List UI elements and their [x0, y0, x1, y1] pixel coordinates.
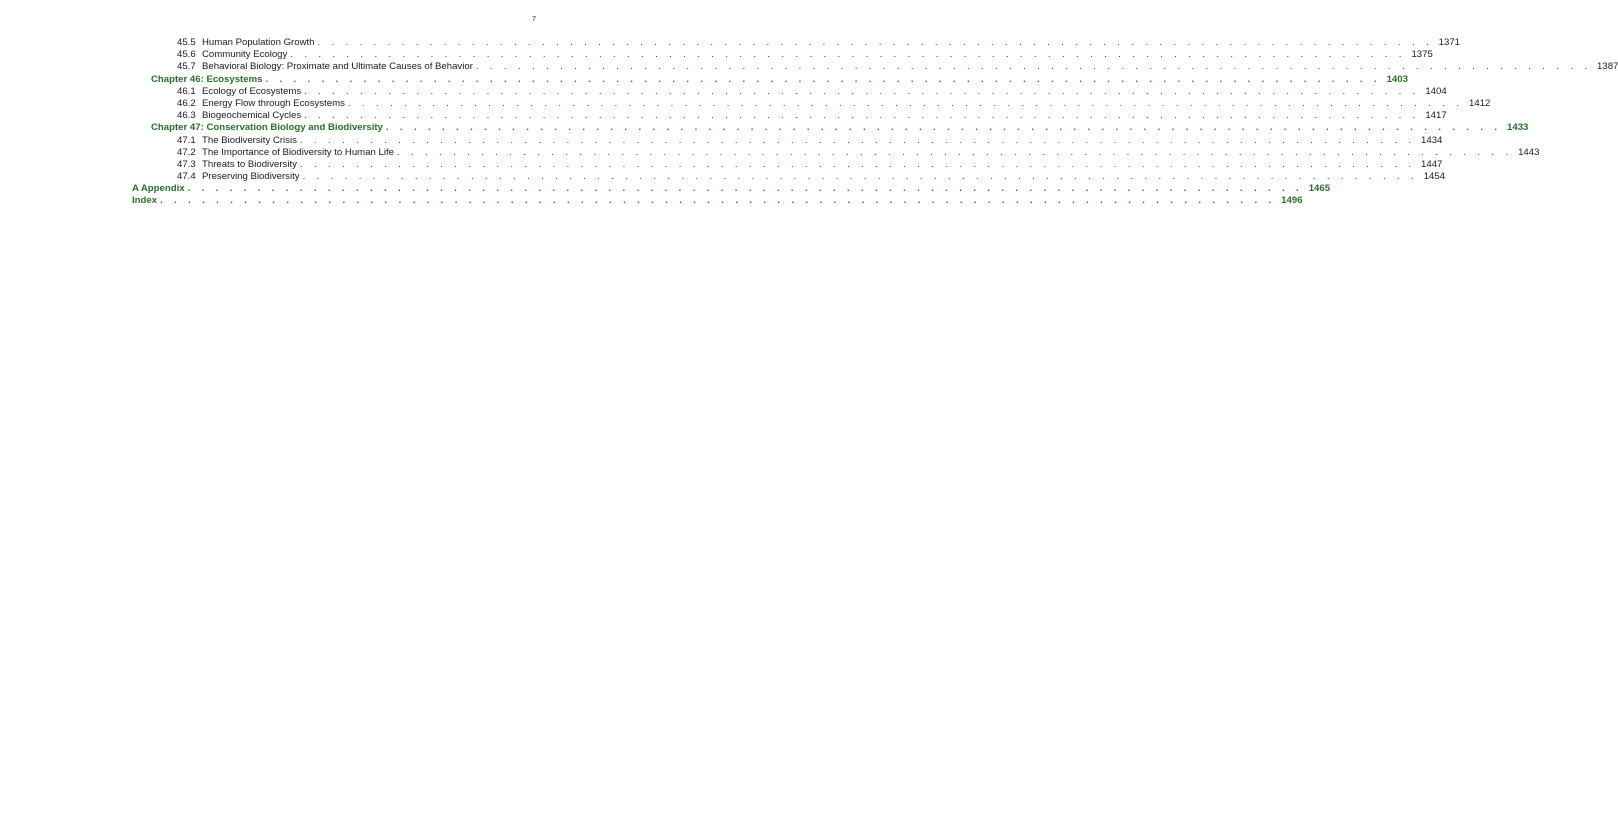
toc-section-number: 46.3	[177, 110, 196, 122]
toc-page-number: 1443	[1518, 146, 1540, 158]
toc-entry-title: Community Ecology	[202, 49, 288, 61]
toc-section-entry[interactable]	[132, 134, 1443, 147]
dot-leader: . . . . . . . . . . . . . . . . . . . . . . . . . . . . . . . . . . . . . . . . . . . . . . . . . . . . . . . . . . . . . . . . . . . . . . . . . . . . . . . .	[317, 37, 1433, 48]
toc-page-number: 1434	[1421, 134, 1443, 146]
toc-section-number: 47.2	[177, 146, 196, 158]
dot-leader: . . . . . . . . . . . . . . . . . . . . . . . . . . . . . . . . . . . . . . . . . . . . . . . . . . . . . . . . . . . . . . . . . . . . . . . . . . . . . . . .	[187, 183, 1304, 195]
toc-page-number: 1371	[1438, 37, 1460, 48]
toc-entry-title: Chapter 47: Conservation Biology and Biodiversity	[151, 122, 383, 134]
toc-page-number: 1404	[1425, 85, 1447, 97]
toc-entry-title: Index	[132, 195, 158, 207]
dot-leader: . . . . . . . . . . . . . . . . . . . . . . . . . . . . . . . . . . . . . . . . . . . . . . . . . . . . . . . . . . . . . . . . . . . . . . . . . . . . . . . .	[299, 134, 1416, 146]
dot-leader: . . . . . . . . . . . . . . . . . . . . . . . . . . . . . . . . . . . . . . . . . . . . . . . . . . . . . . . . . . . . . . . . . . . . . . . . . . . . . . . .	[302, 171, 1419, 183]
toc-entry-title: Biogeochemical Cycles	[202, 110, 302, 122]
toc-part-entry[interactable]	[132, 183, 1331, 195]
toc-section-number: 47.1	[177, 134, 196, 146]
toc-section-entry[interactable]	[132, 37, 1460, 49]
dot-leader: . . . . . . . . . . . . . . . . . . . . . . . . . . . . . . . . . . . . . . . . . . . . . . . . . . . . . . . . . . . . . . . . . . . . . . . . . . . . . . . .	[304, 85, 1420, 97]
dot-leader: . . . . . . . . . . . . . . . . . . . . . . . . . . . . . . . . . . . . . . . . . . . . . . . . . . . . . . . . . . . . . . . . . . . . . . . . . . . . . . . .	[396, 146, 1513, 158]
toc-entry-title: Preserving Biodiversity	[202, 171, 300, 183]
toc-section-entry[interactable]	[132, 158, 1443, 171]
toc-page-number: 1387	[1597, 61, 1618, 73]
dot-leader: . . . . . . . . . . . . . . . . . . . . . . . . . . . . . . . . . . . . . . . . . . . . . . . . . . . . . . . . . . . . . . . . . . . . . . . . . . . . . . . .	[475, 61, 1592, 73]
dot-leader: . . . . . . . . . . . . . . . . . . . . . . . . . . . . . . . . . . . . . . . . . . . . . . . . . . . . . . . . . . . . . . . . . . . . . . . . . . . . . . . .	[160, 195, 1276, 207]
toc-page-number: 1454	[1423, 171, 1446, 183]
toc-section-number: 46.2	[177, 97, 196, 109]
toc-entry-title: Threats to Biodiversity	[202, 158, 297, 170]
toc-page-number: 1375	[1411, 49, 1433, 61]
page-number: 7	[531, 14, 536, 23]
toc-page-number: 1403	[1386, 73, 1408, 85]
toc-section-number: 45.6	[177, 49, 196, 61]
toc-section-number: 47.4	[177, 171, 196, 183]
toc-section-entry[interactable]	[132, 97, 1491, 110]
toc-section-entry[interactable]	[132, 171, 1446, 183]
toc-page-number: 1496	[1281, 195, 1303, 207]
toc-entry-title: A Appendix	[132, 183, 185, 195]
toc-page-number: 1447	[1421, 158, 1443, 170]
toc-section-number: 46.1	[177, 85, 196, 97]
dot-leader: . . . . . . . . . . . . . . . . . . . . . . . . . . . . . . . . . . . . . . . . . . . . . . . . . . . . . . . . . . . . . . . . . . . . . . . . . . . . . . . .	[347, 97, 1464, 109]
toc-part-entry[interactable]	[132, 195, 1303, 207]
dot-leader: . . . . . . . . . . . . . . . . . . . . . . . . . . . . . . . . . . . . . . . . . . . . . . . . . . . . . . . . . . . . . . . . . . . . . . . . . . . . . . . .	[304, 110, 1420, 122]
toc-section-entry[interactable]	[132, 61, 1618, 73]
toc-page-number: 1433	[1507, 122, 1529, 134]
toc-page-number: 1465	[1308, 183, 1331, 195]
toc-entry-title: Human Population Growth	[202, 37, 315, 48]
toc-chapter-entry[interactable]	[132, 122, 1529, 134]
dot-leader: . . . . . . . . . . . . . . . . . . . . . . . . . . . . . . . . . . . . . . . . . . . . . . . . . . . . . . . . . . . . . . . . . . . . . . . . . . . . . . . .	[385, 122, 1502, 134]
toc-entry-title: Energy Flow through Ecosystems	[202, 97, 345, 109]
toc-page-number: 1417	[1425, 110, 1447, 122]
toc-chapter-entry[interactable]	[132, 73, 1408, 86]
toc-section-entry[interactable]	[132, 110, 1447, 122]
toc-page-number: 1412	[1469, 97, 1491, 109]
toc-entry-title: The Biodiversity Crisis	[202, 134, 297, 146]
toc-entry-title: Chapter 46: Ecosystems	[151, 73, 263, 85]
toc-section-number: 45.5	[177, 37, 196, 48]
toc-section-entry[interactable]	[132, 49, 1433, 61]
toc-section-number: 47.3	[177, 158, 196, 170]
toc-entry-title: Behavioral Biology: Proximate and Ultimate Causes of Behavior	[202, 61, 473, 73]
table-of-contents	[132, 37, 1618, 208]
toc-section-number: 45.7	[177, 61, 196, 73]
dot-leader: . . . . . . . . . . . . . . . . . . . . . . . . . . . . . . . . . . . . . . . . . . . . . . . . . . . . . . . . . . . . . . . . . . . . . . . . . . . . . . . .	[265, 73, 1381, 85]
dot-leader: . . . . . . . . . . . . . . . . . . . . . . . . . . . . . . . . . . . . . . . . . . . . . . . . . . . . . . . . . . . . . . . . . . . . . . . . . . . . . . . .	[290, 49, 1406, 61]
toc-entry-title: Ecology of Ecosystems	[202, 85, 302, 97]
toc-entry-title: The Importance of Biodiversity to Human Life	[202, 146, 394, 158]
toc-section-entry[interactable]	[132, 85, 1447, 98]
dot-leader: . . . . . . . . . . . . . . . . . . . . . . . . . . . . . . . . . . . . . . . . . . . . . . . . . . . . . . . . . . . . . . . . . . . . . . . . . . . . . . . .	[299, 158, 1416, 170]
toc-section-entry[interactable]	[132, 146, 1540, 159]
